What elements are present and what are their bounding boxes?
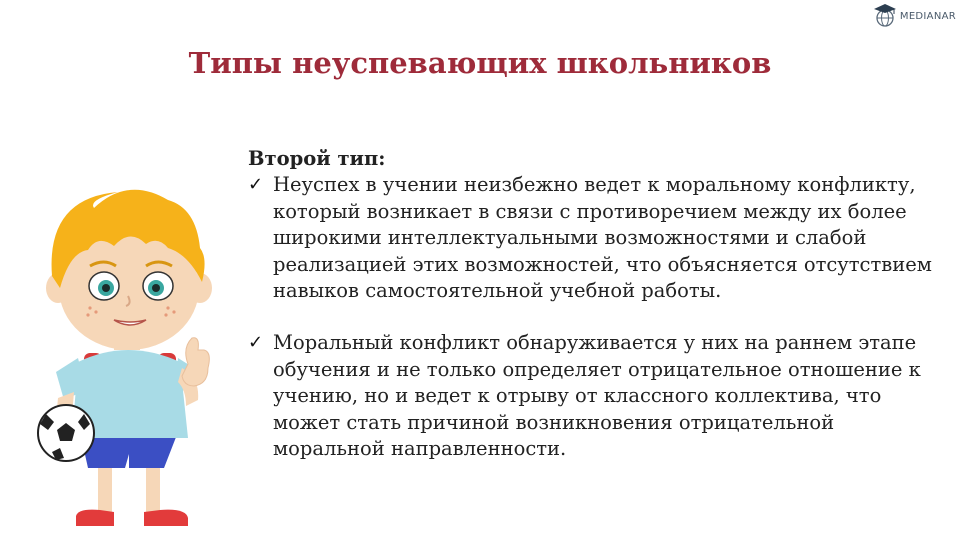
graduation-cap-globe-icon [872,3,898,29]
bullet-item [248,172,948,304]
slide-content [248,146,948,462]
logo-text: MEDIANAR [899,10,956,22]
bullet-list [248,172,948,462]
subheading: Второй тип: [248,147,386,170]
logo [872,3,956,29]
checkmark-icon: ✓ [248,332,264,354]
schoolboy-illustration [18,178,233,540]
checkmark-icon: ✓ [248,174,264,196]
slide-title: Типы неуспевающих школьников [188,46,772,80]
bullet-text: Моральный конфликт обнаруживается у них на раннем этапе обучения и не только определяет отрицательное отношение к учению, но и ведет к отрыву от классного коллектива, что может стать причиной возникновения отрицательной моральной направленности. [273,331,921,461]
bullet-text: Неуспех в учении неизбежно ведет к моральному конфликту, который возникает в связи с противоречием между их более широкими интеллектуальными возможностями и слабой реализацией этих возможностей, что объясняется отсутствием навыков самостоятельной учебной работы. [273,173,932,303]
bullet-item [248,330,948,462]
